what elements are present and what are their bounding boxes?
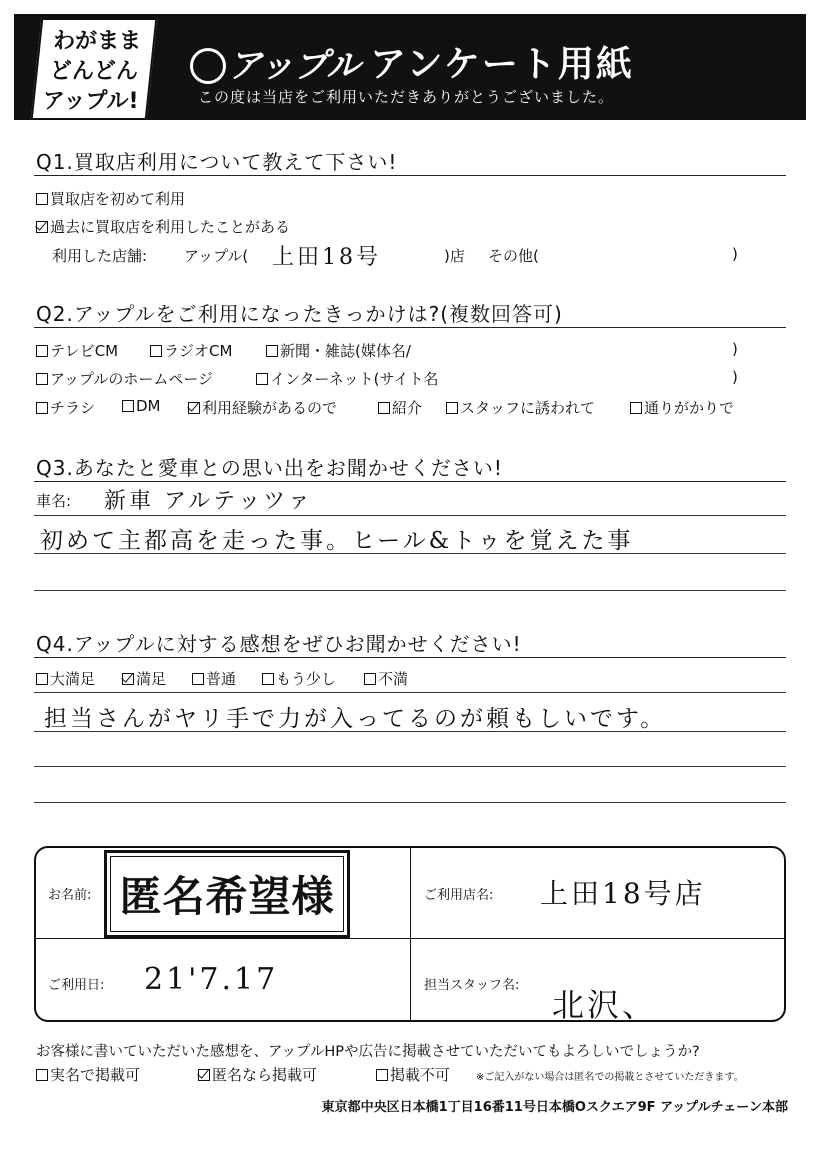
checkbox-icon [36, 373, 48, 385]
answer-line [34, 515, 786, 516]
checkbox-icon [446, 402, 458, 414]
q2-option-staff[interactable] [446, 397, 595, 418]
q1-store-handwritten[interactable]: 上田18号 [272, 245, 381, 270]
q3-answer-handwritten[interactable]: 初めて主都高を走った事。ヒール&トゥを覚えた事 [40, 528, 634, 554]
checked-checkbox-icon [198, 1069, 210, 1081]
stamp-text: 匿名希望様 [110, 856, 344, 932]
slogan-line-2: どんどん [49, 59, 138, 84]
checkbox-icon [122, 400, 134, 412]
q2-option-label: インターネット(サイト名 [270, 370, 439, 388]
q2-option-label: 新聞・雑誌(媒体名/ [280, 342, 411, 360]
consent-question: お客様に書いていただいた感想を、アップルHPや広告に掲載させていただいてもよろしいでしょうか? [36, 1044, 700, 1060]
q4-option-label: もう少し [276, 670, 337, 688]
checkbox-icon [36, 402, 48, 414]
q2-option-label: 通りがかりで [644, 399, 735, 417]
q4-answer-handwritten[interactable]: 担当さんがヤリ手で力が入ってるのが頼もしいです。 [44, 706, 667, 732]
answer-line [34, 590, 786, 591]
checkbox-icon [262, 673, 274, 685]
consent-option-real-name[interactable] [36, 1064, 140, 1085]
q2-option-dm[interactable] [122, 397, 161, 415]
q1-option-first-time[interactable] [36, 188, 185, 209]
checkbox-icon [266, 345, 278, 357]
consent-option-anonymous[interactable] [198, 1064, 317, 1085]
checkbox-icon [36, 193, 48, 205]
store-label: ご利用店名: [424, 888, 494, 903]
q1-other-label: その他( [488, 247, 539, 265]
staff-label: 担当スタッフ名: [424, 978, 520, 993]
q2-option-radio[interactable] [150, 340, 232, 361]
checkbox-icon [376, 1069, 388, 1081]
header-banner [14, 14, 806, 120]
q1-heading: Q1.買取店利用について教えて下さい! [36, 150, 398, 174]
q1-option-used-before[interactable] [36, 216, 290, 237]
q3-car-handwritten[interactable]: 新車 アルテッツァ [104, 489, 313, 514]
footer-address: 東京都中央区日本橋1丁目16番11号日本橋Oスクエア9F アップルチェーン本部 [321, 1100, 788, 1115]
q4-option-label: 大満足 [50, 670, 96, 688]
checkbox-icon [364, 673, 376, 685]
answer-line [34, 766, 786, 767]
q2-option-flyer[interactable] [36, 397, 95, 418]
consent-option-label: 実名で掲載可 [50, 1066, 141, 1084]
q1-other-close: ) [732, 245, 738, 263]
checked-checkbox-icon [36, 221, 48, 233]
q2-option-label: テレビCM [50, 342, 119, 360]
q2-option-label: ラジオCM [164, 342, 233, 360]
checkbox-icon [36, 1069, 48, 1081]
q2-option-label: チラシ [50, 399, 96, 417]
slogan-line-1: わがまま [53, 29, 142, 54]
info-divider-vertical [410, 848, 411, 1020]
q2-option-label: DM [136, 397, 161, 415]
slogan-line-3: アップル! [42, 89, 139, 114]
q1-store-close: )店 [444, 247, 465, 265]
answer-line [34, 692, 786, 693]
info-divider-horizontal [36, 938, 784, 939]
q4-option-dissatisfied[interactable] [364, 668, 408, 689]
name-label: お名前: [48, 888, 92, 903]
q2-option-tv[interactable] [36, 340, 118, 361]
consent-note: ※ご記入がない場合は匿名での掲載とさせていただきます。 [476, 1072, 744, 1083]
brand-logo-text: アップル [228, 46, 361, 86]
q2-option-homepage[interactable] [36, 368, 213, 389]
checkbox-icon [150, 345, 162, 357]
anonymous-stamp [104, 850, 350, 938]
q2-option-newspaper[interactable] [266, 340, 411, 361]
page-subtitle: この度は当店をご利用いただきありがとうございました。 [198, 88, 615, 106]
q3-heading: Q3.あなたと愛車との思い出をお聞かせください! [36, 456, 503, 480]
q2-option-internet[interactable] [256, 368, 438, 389]
answer-line [34, 802, 786, 803]
q2-row1-close: ) [732, 340, 738, 358]
date-handwritten[interactable]: 21'7.17 [144, 962, 279, 997]
checkbox-icon [630, 402, 642, 414]
q2-rule [34, 327, 786, 328]
answer-line [34, 731, 786, 732]
slogan-badge [31, 18, 158, 120]
checked-checkbox-icon [122, 673, 134, 685]
consent-option-label: 掲載不可 [390, 1066, 451, 1084]
q2-option-label: アップルのホームページ [50, 370, 214, 388]
checkbox-icon [378, 402, 390, 414]
q4-option-normal[interactable] [192, 668, 236, 689]
q2-option-passing[interactable] [630, 397, 734, 418]
q4-option-label: 普通 [206, 670, 237, 688]
checkbox-icon [256, 373, 268, 385]
q3-car-label: 車名: [36, 492, 72, 510]
q1-store-apple-open: アップル( [184, 247, 249, 265]
date-label: ご利用日: [48, 978, 105, 993]
checkbox-icon [36, 345, 48, 357]
q2-option-label: 紹介 [392, 399, 423, 417]
q1-store-prefix: 利用した店舗: [52, 247, 148, 265]
staff-handwritten[interactable]: 北沢、 [552, 986, 658, 1024]
q4-option-label: 満足 [136, 670, 167, 688]
q2-option-experience[interactable] [188, 397, 337, 418]
q4-option-very-satisfied[interactable] [36, 668, 95, 689]
store-handwritten[interactable]: 上田18号店 [540, 877, 706, 910]
page-title: アンケート用紙 [370, 44, 634, 85]
answer-line [34, 553, 786, 554]
q1-option-label: 買取店を初めて利用 [50, 190, 186, 208]
apple-logo-icon [190, 48, 226, 84]
q1-option-label: 過去に買取店を利用したことがある [50, 218, 291, 236]
q3-rule [34, 481, 786, 482]
consent-option-not-allowed[interactable] [376, 1064, 450, 1085]
q1-rule [34, 175, 786, 176]
q4-option-somewhat[interactable] [262, 668, 336, 689]
q2-option-label: 利用経験があるので [202, 399, 338, 417]
consent-option-label: 匿名なら掲載可 [212, 1066, 318, 1084]
q2-row2-close: ) [732, 368, 738, 386]
q2-option-label: スタッフに誘われて [460, 399, 596, 417]
checked-checkbox-icon [188, 402, 200, 414]
q4-heading: Q4.アップルに対する感想をぜひお聞かせください! [36, 632, 522, 656]
checkbox-icon [192, 673, 204, 685]
checkbox-icon [36, 673, 48, 685]
q2-option-referral[interactable] [378, 397, 422, 418]
q4-option-satisfied[interactable] [122, 668, 166, 689]
q4-rule [34, 657, 786, 658]
q4-option-label: 不満 [378, 670, 409, 688]
q2-heading: Q2.アップルをご利用になったきっかけは?(複数回答可) [36, 302, 563, 326]
